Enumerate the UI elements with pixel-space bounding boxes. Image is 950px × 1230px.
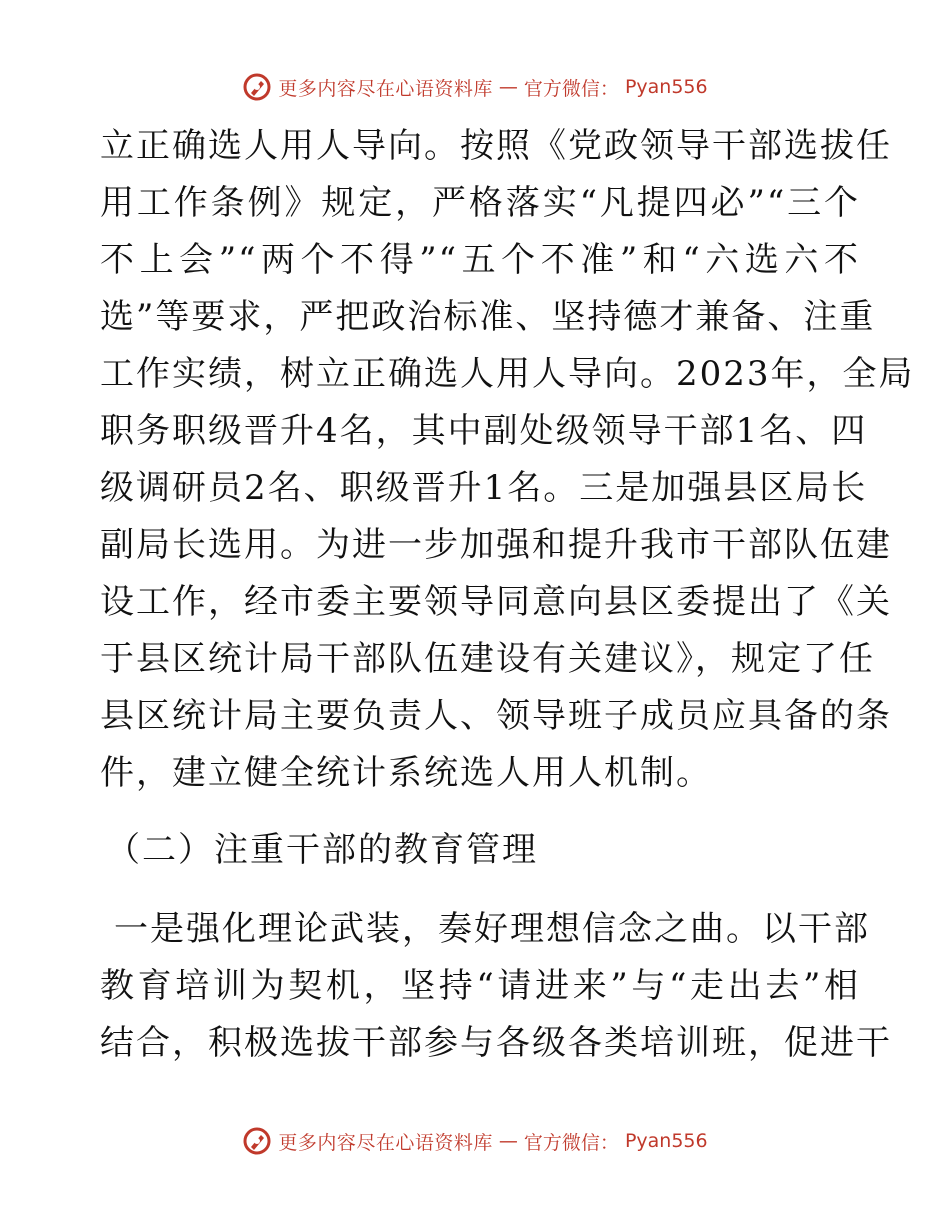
paragraph-line: 立正确选人用人导向。按照《党政领导干部选拔任: [100, 126, 892, 166]
paragraph-line: 职务职级晋升4名，其中副处级领导干部1名、四: [100, 411, 868, 451]
watermark-separator: —: [498, 1130, 518, 1152]
paragraph-line: 用工作条例》规定，严格落实“凡提四必”“三个: [100, 183, 860, 223]
paragraph-1: [100, 118, 915, 802]
paragraph-line: 于县区统计局干部队伍建设有关建议》，规定了任: [100, 639, 875, 679]
watermark-id: Pyan556: [624, 76, 708, 98]
paragraph-line: 选”等要求，严把政治标准、坚持德才兼备、注重: [100, 297, 876, 337]
header-watermark: [0, 72, 950, 102]
section-heading: （二）注重干部的教育管理: [106, 830, 538, 870]
watermark-label: 官方微信：: [523, 77, 619, 100]
paragraph-line: 一是强化理论武装，奏好理想信念之曲。以干部: [114, 909, 870, 949]
paragraph-line: 副局长选用。为进一步加强和提升我市干部队伍建: [100, 525, 892, 565]
paragraph-line: 设工作，经市委主要领导同意向县区委提出了《关: [100, 582, 892, 622]
paragraph-line: 结合，积极选拔干部参与各级各类培训班，促进干: [100, 1023, 892, 1063]
watermark-text: 更多内容尽在心语资料库: [278, 1131, 493, 1154]
watermark-text: 更多内容尽在心语资料库: [278, 77, 493, 100]
paragraph-line: 件，建立健全统计系统选人用人机制。: [100, 753, 712, 793]
watermark-separator: —: [498, 76, 518, 98]
pen-circle-logo-icon: [242, 72, 272, 102]
watermark-id: Pyan556: [624, 1130, 708, 1152]
footer-watermark: [0, 1126, 950, 1156]
paragraph-line: 县区统计局主要负责人、领导班子成员应具备的条: [100, 696, 892, 736]
pen-circle-logo-icon: [242, 1126, 272, 1156]
watermark-label: 官方微信：: [523, 1131, 619, 1154]
paragraph-2: [100, 901, 892, 1072]
document-body: [100, 118, 915, 1072]
paragraph-line: 不上会”“两个不得”“五个不准”和“六选六不: [100, 240, 860, 280]
paragraph-line: 教育培训为契机，坚持“请进来”与“走出去”相: [100, 966, 860, 1006]
paragraph-line: 工作实绩，树立正确选人用人导向。2023年，全局: [100, 354, 915, 394]
paragraph-line: 级调研员2名、职级晋升1名。三是加强县区局长: [100, 468, 868, 508]
